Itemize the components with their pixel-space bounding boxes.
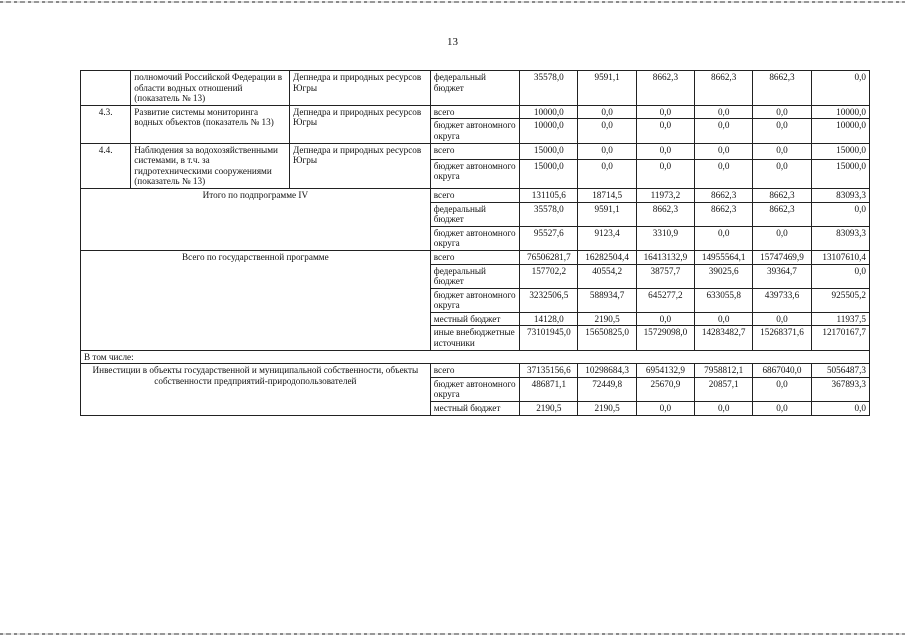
value-cell: 10000,0 (520, 119, 578, 143)
funding-source: федеральный бюджет (430, 264, 519, 288)
value-cell: 0,0 (578, 119, 636, 143)
row-name: Развитие системы мониторинга водных объектов (показатель № 13) (131, 105, 290, 143)
value-cell: 367893,3 (811, 377, 869, 401)
scan-edge-bottom (0, 633, 905, 635)
value-cell: 8662,3 (695, 188, 753, 202)
value-cell: 3232506,5 (520, 288, 578, 312)
row-total-label: Итого по подпрограмме IV (81, 188, 431, 250)
value-cell: 5056487,3 (811, 364, 869, 378)
value-cell: 0,0 (578, 159, 636, 188)
value-cell: 8662,3 (636, 202, 694, 226)
section-label: В том числе: (81, 350, 870, 364)
value-cell: 39025,6 (695, 264, 753, 288)
value-cell: 0,0 (811, 71, 869, 106)
value-cell: 486871,1 (520, 377, 578, 401)
funding-source: всего (430, 143, 519, 159)
value-cell: 0,0 (636, 105, 694, 119)
value-cell: 0,0 (811, 264, 869, 288)
row-number: 4.3. (81, 105, 131, 143)
row-total-label: Инвестиции в объекты государственной и муниципальной собственности, объекты собственности предприятий-природопользователей (81, 364, 431, 415)
value-cell: 0,0 (753, 377, 811, 401)
value-cell: 15000,0 (811, 143, 869, 159)
table-row (81, 71, 870, 106)
funding-source: всего (430, 364, 519, 378)
value-cell: 15747469,9 (753, 250, 811, 264)
value-cell: 645277,2 (636, 288, 694, 312)
value-cell: 35578,0 (520, 202, 578, 226)
value-cell: 0,0 (636, 159, 694, 188)
funding-source: бюджет автономного округа (430, 226, 519, 250)
value-cell: 131105,6 (520, 188, 578, 202)
value-cell: 0,0 (753, 226, 811, 250)
budget-table (80, 70, 870, 416)
funding-source: всего (430, 250, 519, 264)
value-cell: 0,0 (753, 143, 811, 159)
value-cell: 6867040,0 (753, 364, 811, 378)
row-name: Наблюдения за водохозяйственными системами, в т.ч. за гидротехническими сооружениями (показатель № 13) (131, 143, 290, 188)
value-cell: 16282504,4 (578, 250, 636, 264)
value-cell: 18714,5 (578, 188, 636, 202)
budget-table-body (81, 71, 870, 416)
table-row (81, 364, 870, 378)
row-name: полномочий Российской Федерации в области водных отношений (показатель № 13) (131, 71, 290, 106)
value-cell: 0,0 (636, 119, 694, 143)
funding-source: федеральный бюджет (430, 202, 519, 226)
value-cell: 13107610,4 (811, 250, 869, 264)
value-cell: 11973,2 (636, 188, 694, 202)
value-cell: 588934,7 (578, 288, 636, 312)
value-cell: 2190,5 (520, 402, 578, 416)
scan-edge-top (0, 1, 905, 3)
value-cell: 15268371,6 (753, 326, 811, 350)
value-cell: 14283482,7 (695, 326, 753, 350)
value-cell: 0,0 (695, 105, 753, 119)
value-cell: 0,0 (695, 312, 753, 326)
value-cell: 10298684,3 (578, 364, 636, 378)
value-cell: 40554,2 (578, 264, 636, 288)
value-cell: 0,0 (753, 105, 811, 119)
value-cell: 14955564,1 (695, 250, 753, 264)
value-cell: 11937,5 (811, 312, 869, 326)
funding-source: бюджет автономного округа (430, 119, 519, 143)
value-cell: 10000,0 (811, 105, 869, 119)
value-cell: 0,0 (578, 105, 636, 119)
value-cell: 15000,0 (811, 159, 869, 188)
value-cell: 72449,8 (578, 377, 636, 401)
value-cell: 15000,0 (520, 143, 578, 159)
table-row (81, 143, 870, 159)
funding-source: местный бюджет (430, 312, 519, 326)
value-cell: 6954132,9 (636, 364, 694, 378)
funding-source: бюджет автономного округа (430, 377, 519, 401)
value-cell: 2190,5 (578, 312, 636, 326)
value-cell: 73101945,0 (520, 326, 578, 350)
value-cell: 10000,0 (520, 105, 578, 119)
funding-source: федеральный бюджет (430, 71, 519, 106)
value-cell: 15000,0 (520, 159, 578, 188)
value-cell: 925505,2 (811, 288, 869, 312)
value-cell: 83093,3 (811, 226, 869, 250)
value-cell: 0,0 (695, 119, 753, 143)
value-cell: 0,0 (753, 159, 811, 188)
value-cell: 157702,2 (520, 264, 578, 288)
value-cell: 0,0 (636, 143, 694, 159)
value-cell: 25670,9 (636, 377, 694, 401)
value-cell: 439733,6 (753, 288, 811, 312)
row-total-label: Всего по государственной программе (81, 250, 431, 350)
value-cell: 10000,0 (811, 119, 869, 143)
value-cell: 14128,0 (520, 312, 578, 326)
value-cell: 35578,0 (520, 71, 578, 106)
table-row (81, 350, 870, 364)
funding-source: местный бюджет (430, 402, 519, 416)
value-cell: 12170167,7 (811, 326, 869, 350)
value-cell: 16413132,9 (636, 250, 694, 264)
value-cell: 2190,5 (578, 402, 636, 416)
value-cell: 37135156,6 (520, 364, 578, 378)
value-cell: 83093,3 (811, 188, 869, 202)
value-cell: 9591,1 (578, 202, 636, 226)
value-cell: 633055,8 (695, 288, 753, 312)
value-cell: 9123,4 (578, 226, 636, 250)
value-cell: 0,0 (695, 143, 753, 159)
value-cell: 0,0 (695, 159, 753, 188)
value-cell: 0,0 (811, 402, 869, 416)
value-cell: 8662,3 (636, 71, 694, 106)
table-row (81, 105, 870, 119)
table-row (81, 188, 870, 202)
page-number: 13 (447, 36, 458, 48)
value-cell: 0,0 (695, 402, 753, 416)
funding-source: бюджет автономного округа (430, 288, 519, 312)
row-executor: Депнедра и природных ресурсов Югры (290, 71, 431, 106)
funding-source: всего (430, 105, 519, 119)
value-cell: 8662,3 (753, 188, 811, 202)
value-cell: 7958812,1 (695, 364, 753, 378)
row-number: 4.4. (81, 143, 131, 188)
value-cell: 3310,9 (636, 226, 694, 250)
value-cell: 9591,1 (578, 71, 636, 106)
funding-source: всего (430, 188, 519, 202)
value-cell: 8662,3 (753, 202, 811, 226)
value-cell: 38757,7 (636, 264, 694, 288)
table-row (81, 250, 870, 264)
value-cell: 15729098,0 (636, 326, 694, 350)
value-cell: 20857,1 (695, 377, 753, 401)
value-cell: 0,0 (753, 119, 811, 143)
value-cell: 39364,7 (753, 264, 811, 288)
value-cell: 95527,6 (520, 226, 578, 250)
funding-source: бюджет автономного округа (430, 159, 519, 188)
row-executor: Депнедра и природных ресурсов Югры (290, 105, 431, 143)
value-cell: 8662,3 (695, 71, 753, 106)
value-cell: 0,0 (753, 312, 811, 326)
value-cell: 0,0 (753, 402, 811, 416)
value-cell: 0,0 (695, 226, 753, 250)
value-cell: 8662,3 (753, 71, 811, 106)
value-cell: 0,0 (578, 143, 636, 159)
value-cell: 0,0 (636, 402, 694, 416)
value-cell: 0,0 (636, 312, 694, 326)
value-cell: 8662,3 (695, 202, 753, 226)
row-number (81, 71, 131, 106)
value-cell: 15650825,0 (578, 326, 636, 350)
funding-source: иные внебюджетные источники (430, 326, 519, 350)
value-cell: 0,0 (811, 202, 869, 226)
value-cell: 76506281,7 (520, 250, 578, 264)
row-executor: Депнедра и природных ресурсов Югры (290, 143, 431, 188)
